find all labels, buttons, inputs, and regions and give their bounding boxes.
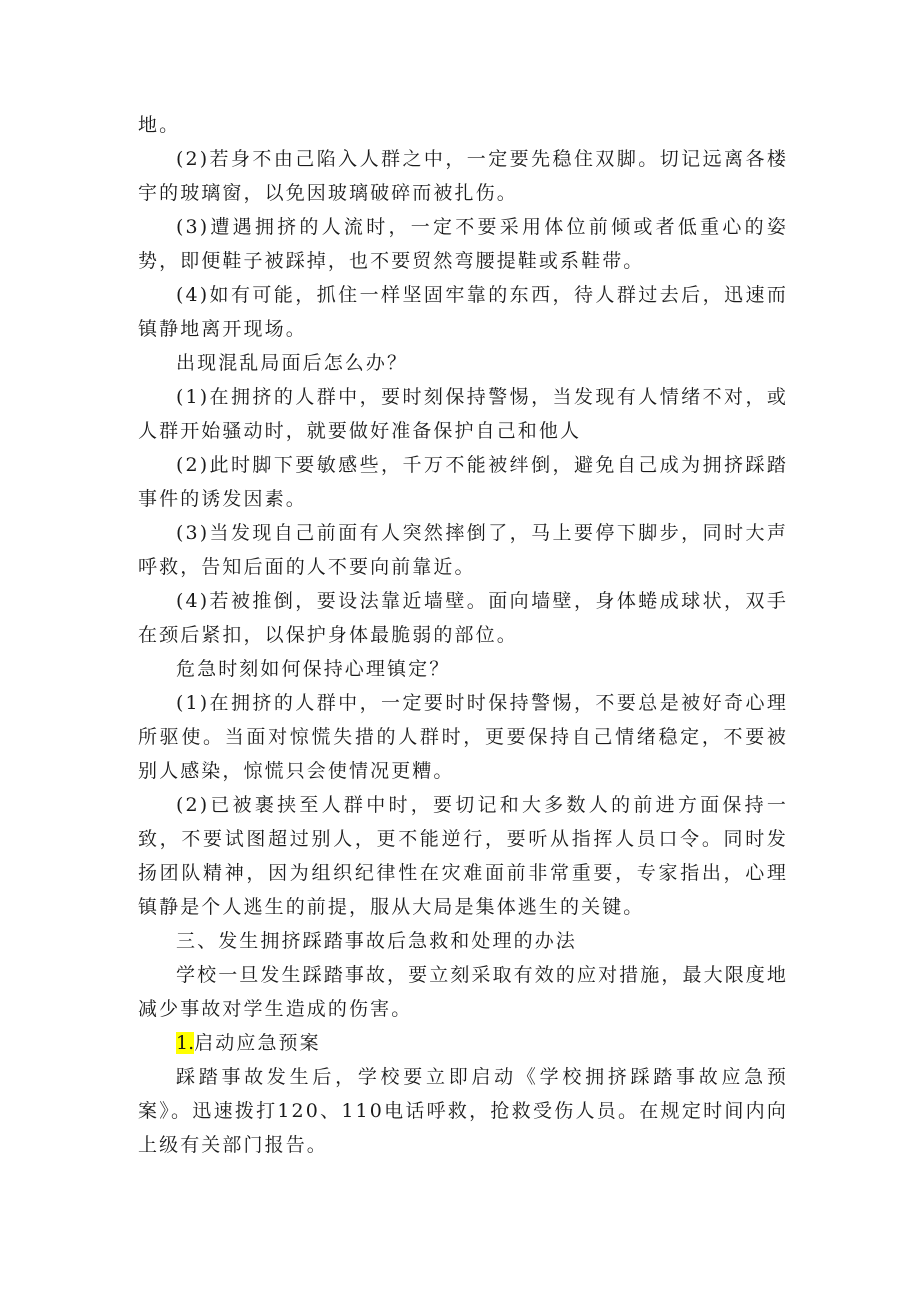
paragraph-chaos-4: (4)若被推倒，要设法靠近墙壁。面向墙壁，身体蜷成球状，双手在颈后紧扣，以保护身体最脆弱的部位。 [138, 590, 788, 646]
document-body [138, 108, 788, 1162]
paragraph-emergency-plan: 踩踏事故发生后，学校要立即启动《学校拥挤踩踏事故应急预案》。迅速拨打120、110电话呼救，抢救受伤人员。在规定时间内向上级有关部门报告。 [138, 1066, 788, 1156]
section-heading-chaos: 出现混乱局面后怎么办？ [176, 352, 409, 374]
paragraph-item-2-feet: (2)若身不由己陷入人群之中，一定要先稳住双脚。切记远离各楼宇的玻璃窗，以免因玻璃破碎而被扎伤。 [138, 148, 788, 204]
paragraph-continuation: 地。 [138, 114, 181, 136]
subheading-text: 启动应急预案 [194, 1032, 321, 1054]
paragraph-chaos-3: (3)当发现自己前面有人突然摔倒了，马上要停下脚步，同时大声呼救，告知后面的人不要向前靠近。 [138, 522, 788, 578]
section-heading-calm: 危急时刻如何保持心理镇定？ [176, 658, 451, 680]
paragraph-school-response: 学校一旦发生踩踏事故，要立刻采取有效的应对措施，最大限度地减少事故对学生造成的伤害。 [138, 964, 788, 1020]
paragraph-item-4-hold: (4)如有可能，抓住一样坚固牢靠的东西，待人群过去后，迅速而镇静地离开现场。 [138, 284, 788, 340]
section-heading-three: 三、发生拥挤踩踏事故后急救和处理的办法 [176, 930, 577, 952]
highlighted-number: 1. [176, 1032, 195, 1054]
subheading-emergency-plan [138, 1026, 788, 1060]
paragraph-item-3-crowd: (3)遭遇拥挤的人流时，一定不要采用体位前倾或者低重心的姿势，即便鞋子被踩掉，也不要贸然弯腰提鞋或系鞋带。 [138, 216, 788, 272]
paragraph-chaos-2: (2)此时脚下要敏感些，千万不能被绊倒，避免自己成为拥挤踩踏事件的诱发因素。 [138, 454, 788, 510]
paragraph-calm-2: (2)已被裹挟至人群中时，要切记和大多数人的前进方面保持一致，不要试图超过别人，更不能逆行，要听从指挥人员口令。同时发扬团队精神，因为组织纪律性在灾难面前非常重要，专家指出，心理镇静是个人逃生的前提，服从大局是集体逃生的关键。 [138, 794, 788, 918]
paragraph-calm-1: (1)在拥挤的人群中，一定要时时保持警惕，不要总是被好奇心理所驱使。当面对惊慌失措的人群时，更要保持自己情绪稳定，不要被别人感染，惊慌只会使情况更糟。 [138, 692, 788, 782]
paragraph-chaos-1: (1)在拥挤的人群中，要时刻保持警惕，当发现有人情绪不对，或人群开始骚动时，就要做好准备保护自己和他人 [138, 386, 788, 442]
